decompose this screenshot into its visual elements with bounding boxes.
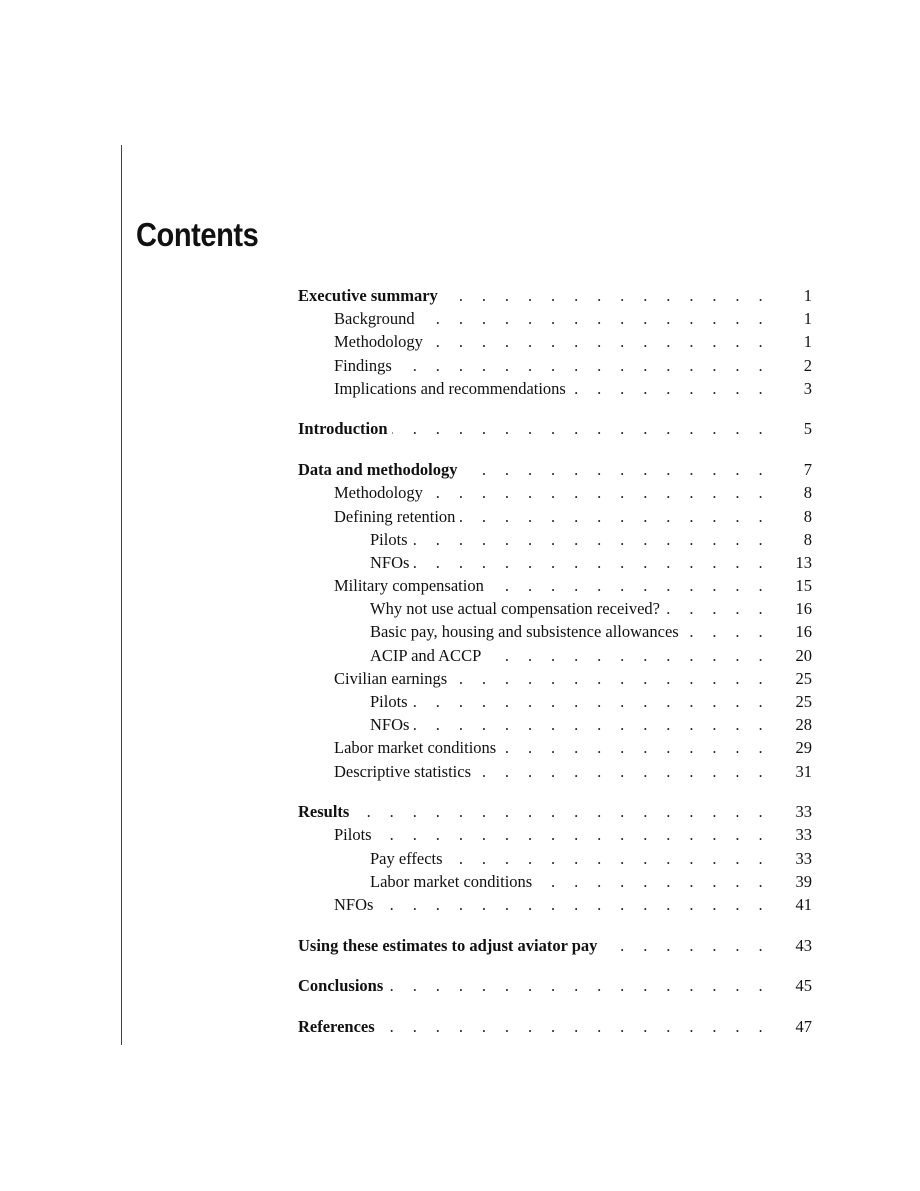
toc-entry[interactable] (298, 284, 812, 307)
dot-leader (451, 667, 770, 690)
dot-leader (412, 690, 770, 713)
toc-entry[interactable] (298, 713, 812, 736)
toc-entry-page-number: 2 (803, 355, 812, 375)
toc-entry-label: Military compensation (334, 576, 484, 596)
toc-entry[interactable] (298, 1015, 812, 1038)
margin-rule (121, 145, 122, 1045)
toc-entry-page-number: 47 (795, 1017, 812, 1037)
toc-entry-label: Using these estimates to adjust aviator pay (298, 935, 598, 955)
toc-entry[interactable] (298, 377, 812, 400)
dot-leader (442, 284, 770, 307)
toc-entry-page-number: 39 (795, 871, 812, 891)
dot-leader (447, 847, 770, 870)
toc-section (298, 974, 812, 997)
toc-entry-page-number: 29 (795, 738, 812, 758)
dot-leader (413, 713, 770, 736)
toc-entry[interactable] (298, 481, 812, 504)
dot-leader (376, 823, 770, 846)
toc-entry-label: Why not use actual compensation received? (370, 599, 661, 619)
toc-entry[interactable] (298, 870, 812, 893)
toc-entry[interactable] (298, 551, 812, 574)
toc-entry-page-number: 33 (795, 825, 812, 845)
toc-entry-label: Civilian earnings (334, 668, 448, 688)
dot-leader (412, 528, 770, 551)
toc-section (298, 417, 812, 440)
toc-entry-page-number: 1 (803, 286, 812, 305)
toc-entry-page-number: 41 (795, 895, 812, 914)
toc-entry-label: Descriptive statistics (334, 761, 472, 781)
toc-entry[interactable] (298, 458, 812, 481)
toc-entry-label: Basic pay, housing and subsistence allowances (370, 622, 679, 642)
toc-entry-label: ACIP and ACCP (370, 645, 482, 665)
dot-leader (475, 760, 770, 783)
toc-entry[interactable] (298, 760, 812, 783)
dot-leader (488, 574, 770, 597)
dot-leader (379, 1015, 770, 1038)
toc-entry-label: Methodology (334, 332, 423, 352)
toc-entry[interactable] (298, 330, 812, 353)
dot-leader (500, 736, 770, 759)
toc-entry-label: Pilots (370, 692, 408, 711)
toc-entry-page-number: 25 (795, 692, 812, 711)
toc-entry-page-number: 8 (803, 506, 812, 526)
toc-entry-label: Pilots (334, 825, 372, 845)
toc-entry-label: Defining retention (334, 506, 456, 526)
dot-leader (459, 505, 770, 528)
toc-entry[interactable] (298, 574, 812, 597)
dot-leader (427, 481, 770, 504)
toc-entry-label: NFOs (370, 715, 410, 735)
toc-entry-label: Executive summary (298, 286, 438, 305)
toc-entry-page-number: 33 (795, 802, 812, 822)
toc-entry-page-number: 43 (795, 935, 812, 955)
toc-section (298, 284, 812, 400)
toc-entry[interactable] (298, 893, 812, 916)
toc-entry-page-number: 1 (803, 309, 812, 329)
toc-entry-page-number: 31 (795, 761, 812, 781)
toc-entry[interactable] (298, 690, 812, 713)
dot-leader (485, 644, 770, 667)
toc-entry-page-number: 20 (795, 645, 812, 665)
toc-entry-page-number: 8 (803, 529, 812, 549)
dot-leader (353, 800, 770, 823)
toc-entry-page-number: 15 (795, 576, 812, 596)
dot-leader (419, 307, 770, 330)
toc-entry-label: Labor market conditions (334, 738, 497, 758)
dot-leader (601, 934, 770, 957)
toc-entry-label: Introduction (298, 419, 388, 439)
toc-entry-page-number: 28 (795, 715, 812, 735)
toc-entry-page-number: 45 (795, 976, 812, 996)
toc-entry-page-number: 3 (803, 378, 812, 398)
dot-leader (570, 377, 770, 400)
toc-entry-label: Implications and recommendations (334, 378, 566, 398)
dot-leader (413, 551, 770, 574)
toc-entry-label: Pay effects (370, 848, 443, 868)
toc-entry[interactable] (298, 528, 812, 551)
toc-entry-label: References (298, 1017, 375, 1037)
toc-entry-label: Results (298, 802, 350, 822)
dot-leader (664, 597, 770, 620)
toc-section (298, 1015, 812, 1038)
dot-leader (377, 893, 770, 916)
toc-entry[interactable] (298, 823, 812, 846)
toc-section (298, 800, 812, 916)
toc-entry[interactable] (298, 620, 812, 643)
toc-entry-page-number: 1 (803, 332, 812, 352)
toc-entry-page-number: 33 (795, 848, 812, 868)
toc-entry-label: Conclusions (298, 976, 384, 996)
dot-leader (387, 974, 770, 997)
toc-entry[interactable] (298, 667, 812, 690)
toc-entry[interactable] (298, 644, 812, 667)
dot-leader (427, 330, 770, 353)
toc-entry-label: Data and methodology (298, 460, 458, 480)
toc-entry[interactable] (298, 800, 812, 823)
toc-entry-label: Background (334, 309, 415, 329)
dot-leader (683, 620, 770, 643)
toc-section (298, 934, 812, 957)
toc-entry[interactable] (298, 505, 812, 528)
toc-entry-label: Labor market conditions (370, 871, 533, 891)
dot-leader (396, 354, 770, 377)
toc-entry[interactable] (298, 307, 812, 330)
toc-section (298, 458, 812, 783)
toc-entry[interactable] (298, 417, 812, 440)
toc-entry-label: Pilots (370, 529, 408, 549)
toc-entry[interactable] (298, 847, 812, 870)
toc-entry-page-number: 16 (795, 599, 812, 619)
toc-entry[interactable] (298, 597, 812, 620)
toc-entry[interactable] (298, 974, 812, 997)
toc-entry-label: NFOs (370, 552, 410, 572)
toc-entry-label: NFOs (334, 895, 374, 914)
dot-leader (462, 458, 770, 481)
toc-entry[interactable] (298, 736, 812, 759)
toc-entry-page-number: 7 (803, 460, 812, 480)
toc-entry-label: Findings (334, 355, 392, 375)
toc-entry-page-number: 8 (803, 483, 812, 503)
toc-entry-page-number: 13 (795, 552, 812, 572)
page-title: Contents (136, 216, 259, 253)
toc-entry-page-number: 5 (803, 419, 812, 439)
toc-entry-label: Methodology (334, 483, 423, 503)
dot-leader (392, 417, 770, 440)
toc-entry-page-number: 25 (795, 668, 812, 688)
toc-entry-page-number: 16 (795, 622, 812, 642)
toc-entry[interactable] (298, 354, 812, 377)
toc-entry[interactable] (298, 934, 812, 957)
dot-leader (536, 870, 770, 893)
table-of-contents (298, 284, 812, 1056)
